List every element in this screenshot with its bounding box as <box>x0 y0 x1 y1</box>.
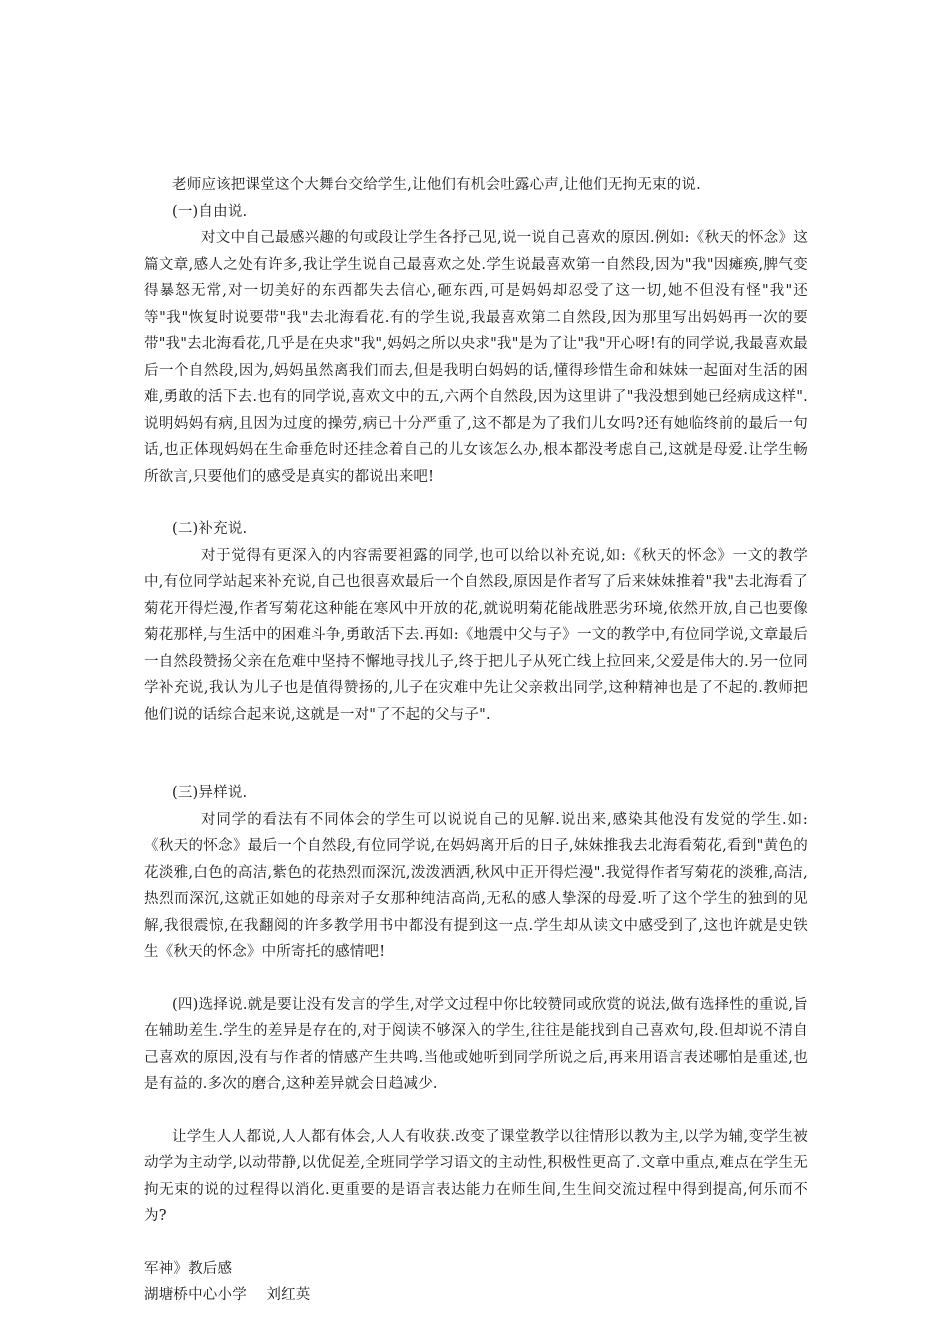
intro-paragraph: 老师应该把课堂这个大舞台交给学生,让他们有机会吐露心声,让他们无拘无束的说. <box>172 177 701 193</box>
section-paragraph-4: (四)选择说.就是要让没有发言的学生,对学文过程中你比较赞同或欣赏的说法,做有选择性的重说,旨在辅助差生.学生的差异是存在的,对于阅读不够深入的学生,往往是能找到自己喜欢句,段.但却说不清自己喜欢的原因,没有与作者的情感产生共鸣.当他或她听到同学所说之后,再来用语言表述哪怕是重述,也是有益的.多次的磨合,这种差异就会日趋减少. <box>144 996 808 1092</box>
section-paragraph-1: 对文中自己最感兴趣的句或段让学生各抒己见,说一说自己喜欢的原因.例如:《秋天的怀念》这篇文章,感人之处有许多,我让学生说自己最喜欢之处.学生说最喜欢第一自然段,因为"我"因瘫痪,脾气变得暴怒无常,对一切美好的东西都失去信心,砸东西,可是妈妈却忍受了这一切,她不但没有怪"我"还等"我"恢复时说要带"我"去北海看花.有的学生说,我最喜欢第二自然段,因为那里写出妈妈再一次的要带"我"去北海看花,几乎是在央求"我",妈妈之所以央求"我"是为了让"我"开心呀!有的同学说,我最喜欢最后一个自然段,因为,妈妈虽然离我们而去,但是我明白妈妈的话,懂得珍惜生命和妹妹一起面对生活的困难,勇敢的活下去.也有的同学说,喜欢文中的五,六两个自然段,因为这里讲了"我没想到她已经病成这样".说明妈妈有病,且因为过度的操劳,病已十分严重了,这不都是为了我们儿女吗?还有她临终前的最后一句话,也正体现妈妈在生命垂危时还挂念着自己的儿女该怎么办,根本都没考虑自己,这就是母爱.让学生畅所欲言,只要他们的感受是真实的都说出来吧! <box>144 230 808 485</box>
section-paragraph-2: 对于觉得有更深入的内容需要袒露的同学,也可以给以补充说,如:《秋天的怀念》一文的教学中,有位同学站起来补充说,自己也很喜欢最后一个自然段,原因是作者写了后来妹妹推着"我"去北海看了菊花开得烂漫,作者写菊花这种能在寒风中开放的花,就说明菊花能战胜恶劣环境,依然开放,自己也要像菊花那样,与生活中的困难斗争,勇敢活下去.再如:《地震中父与子》一文的教学中,有位同学说,文章最后一自然段赞扬父亲在危难中坚持不懈地寻找儿子,终于把儿子从死亡线上拉回来,父爱是伟大的.另一位同学补充说,我认为儿子也是值得赞扬的,儿子在灾难中先让父亲救出同学,这种精神也是了不起的.教师把他们说的话综合起来说,这就是一对"了不起的父与子". <box>144 547 808 723</box>
summary-paragraph: 让学生人人都说,人人都有体会,人人有收获.改变了课堂教学以往情形以教为主,以学为辅,变学生被动学为主动学,以动带静,以优促差,全班同学学习语文的主动性,积极性更高了.文章中重点,难点在学生无拘无束的说的过程得以消化.更重要的是语言表达能力在师生间,生生间交流过程中得到提高,何乐而不为? <box>144 1128 808 1224</box>
section-heading-3: (三)异样说. <box>172 785 248 801</box>
next-article-title: 军神》教后感 <box>144 1260 233 1277</box>
section-paragraph-3: 对同学的看法有不同体会的学生可以说说自己的见解.说出来,感染其他没有发觉的学生.如:《秋天的怀念》最后一个自然段,有位同学说,在妈妈离开后的日子,妹妹推我去北海看菊花,看到"黄色的花淡雅,白色的高洁,紫色的花热烈而深沉,泼泼洒洒,秋风中正开得烂漫".我觉得作者写菊花的淡雅,高洁,热烈而深沉,这就正如她的母亲对子女那种纯洁高尚,无私的感人挚深的母爱.听了这个学生的独到的见解,我很震惊,在我翻阅的许多教学用书中都没有提到这一点.学生却从读文中感受到了,这也许就是史铁生《秋天的怀念》中所寄托的感情吧! <box>144 811 808 960</box>
section-heading-2: (二)补充说. <box>172 521 248 537</box>
section-heading-1: (一)自由说. <box>172 203 248 220</box>
document-body <box>144 172 808 1309</box>
author-line: 湖塘桥中心小学 刘红英 <box>144 1287 311 1303</box>
